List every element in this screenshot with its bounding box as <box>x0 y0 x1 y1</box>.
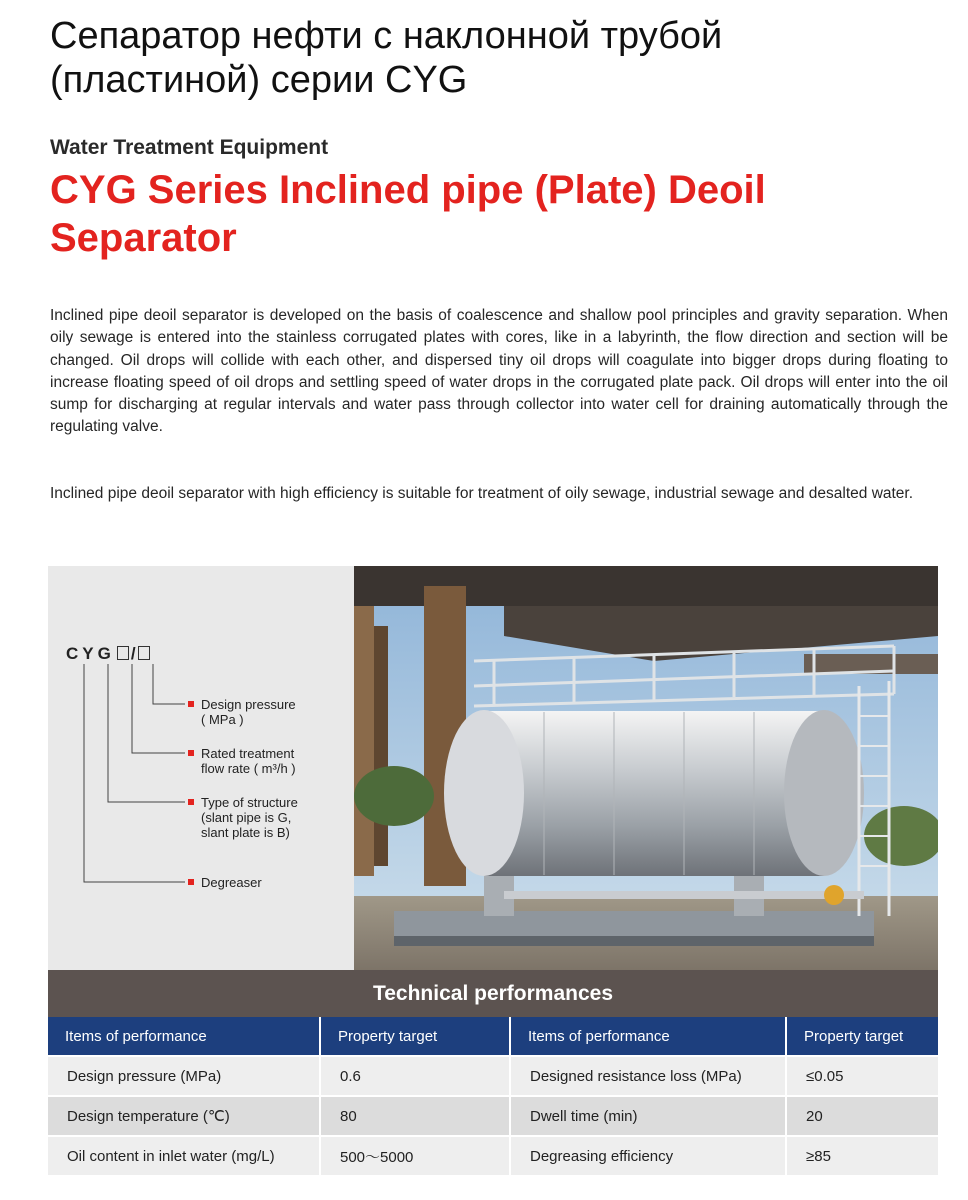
technical-performances-banner: Technical performances <box>48 970 938 1017</box>
table-row <box>48 1056 938 1096</box>
table-cell: ≥85 <box>786 1136 938 1175</box>
table-cell: Design pressure (MPa) <box>48 1056 320 1096</box>
table-row <box>48 1096 938 1136</box>
header-target-right: Property target <box>786 1017 938 1056</box>
legend-flow-rate: Rated treatment flow rate ( m³/h ) <box>188 746 296 776</box>
separator-photo <box>354 566 938 970</box>
table-cell: Design temperature (℃) <box>48 1096 320 1136</box>
table-cell: Oil content in inlet water (mg/L) <box>48 1136 320 1175</box>
product-title: CYG Series Inclined pipe (Plate) Deoil Separator <box>50 168 766 260</box>
page-title-russian: Сепаратор нефти с наклонной трубой (пластиной) серии CYG <box>50 15 723 101</box>
legend-design-pressure: Design pressure ( MPa ) <box>188 697 296 727</box>
header-target-left: Property target <box>320 1017 510 1056</box>
model-code-separator: / <box>130 644 136 663</box>
performance-table <box>48 1017 938 1175</box>
table-cell: ≤0.05 <box>786 1056 938 1096</box>
header-items-right: Items of performance <box>510 1017 786 1056</box>
header-items-left: Items of performance <box>48 1017 320 1056</box>
legend-degreaser: Degreaser <box>188 875 262 890</box>
legend-structure-type: Type of structure (slant pipe is G, slant plate is B) <box>188 795 298 840</box>
application-paragraph: Inclined pipe deoil separator with high efficiency is suitable for treatment of oily sewage, industrial sewage and desalted water. <box>50 485 914 502</box>
table-cell: Degreasing efficiency <box>510 1136 786 1175</box>
table-cell: 500～5000 <box>320 1136 510 1175</box>
category-heading: Water Treatment Equipment <box>50 136 329 159</box>
table-row <box>48 1136 938 1175</box>
description-paragraph: Inclined pipe deoil separator is developed on the basis of coalescence and shallow pool principles and gravity separation. When oily sewage is entered into the stainless corrugated plates with cores, like in a labyrinth, the flow direction and section will be changed. Oil drops will collide with each other, and dispersed tiny oil drops will coagulate into bigger drops during floating to increase floating speed of oil drops and settling speed of water drops in the corrugated plate pack. Oil drops will enter into the oil sump for discharging at regular intervals and water pass through collector into water cell for draining automatically through the regulating valve. <box>50 307 948 436</box>
table-header-row <box>48 1017 938 1056</box>
table-cell: Dwell time (min) <box>510 1096 786 1136</box>
table-cell: 80 <box>320 1096 510 1136</box>
table-cell: 20 <box>786 1096 938 1136</box>
table-cell: 0.6 <box>320 1056 510 1096</box>
table-cell: Designed resistance loss (MPa) <box>510 1056 786 1096</box>
model-code-prefix: CYG <box>66 644 115 663</box>
